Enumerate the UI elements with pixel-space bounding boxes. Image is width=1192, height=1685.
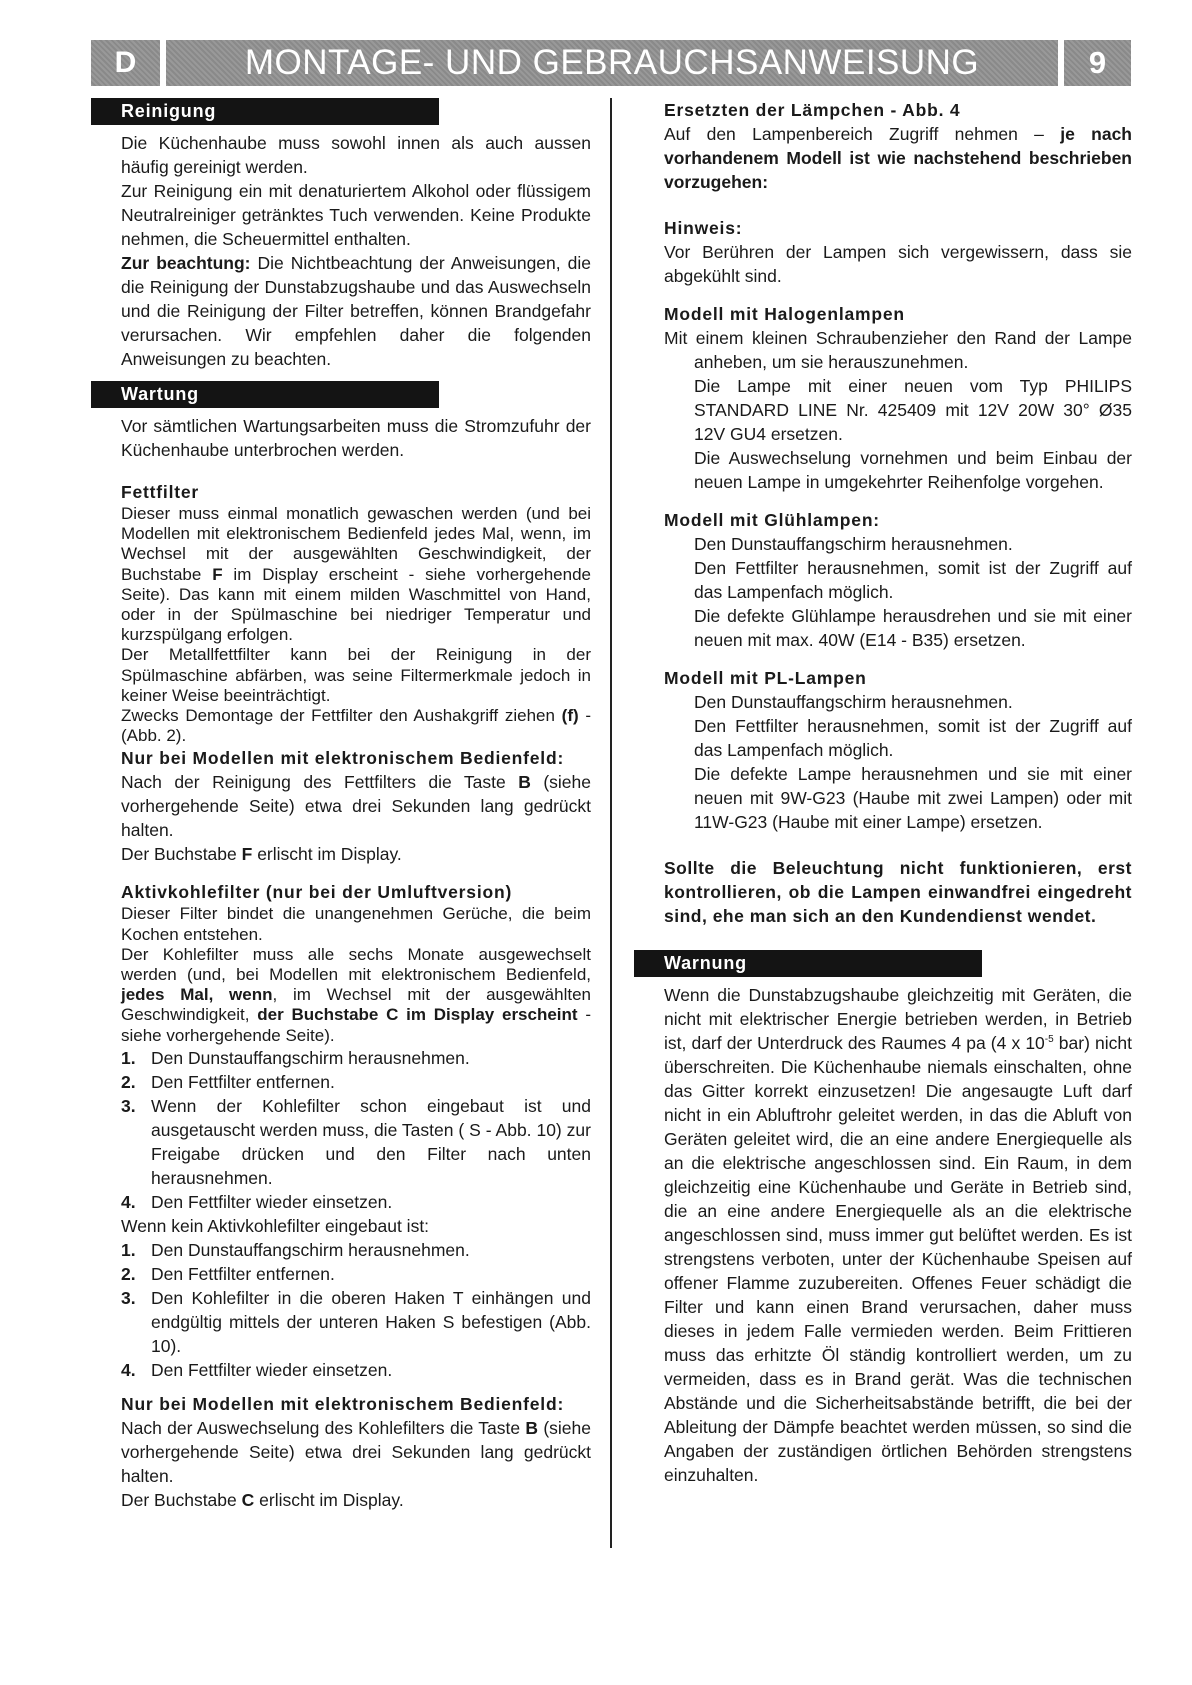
fettfilter-electronic-heading: Nur bei Modellen mit elektronischem Bedienfeld: [121, 748, 565, 769]
column-divider [610, 98, 612, 1548]
list-number: 1. [121, 1047, 136, 1068]
fettfilter-p1 [121, 504, 591, 645]
list-item [121, 1238, 591, 1262]
pl-lampen-step-3: Die defekte Lampe herausnehmen und sie mit einer neuen mit 9W-G23 (Haube mit zwei Lampen) oder mit 11W-G23 (Haube mit einer Lampe) ersetzen. [694, 764, 1132, 832]
list-item [121, 1094, 591, 1190]
warnung-text [664, 983, 1132, 1487]
fettfilter-p3 [121, 706, 591, 746]
list-number: 2. [121, 1263, 136, 1284]
fettfilter-p4 [121, 770, 591, 842]
pl-lampen-step-2: Den Fettfilter herausnehmen, somit ist der Zugriff auf das Lampenfach möglich. [694, 716, 1132, 760]
section-header-wartung: Wartung [91, 381, 439, 408]
section-reinigung [91, 131, 591, 371]
halogen-step-1: Mit einem kleinen Schraubenzieher den Rand der Lampe anheben, um sie herauszunehmen. [664, 328, 1132, 372]
list-text: Den Fettfilter entfernen. [151, 1071, 335, 1092]
lamp-heading: Ersetzten der Lämpchen - Abb. 4 [664, 100, 961, 120]
list-number: 4. [121, 1191, 136, 1212]
halogen-heading: Modell mit Halogenlampen [664, 304, 905, 324]
aktiv-p2-text-3: - siehe vorhergehende Seite). [121, 1005, 591, 1045]
list-text: Wenn der Kohlefilter schon eingebaut ist und ausgetauscht werden muss, die Tasten ( S - Abb. 10) zur Freigabe drücken und den Filter nach unten herausnehmen. [151, 1095, 591, 1188]
reinigung-note-label: Zur beachtung: [121, 253, 251, 273]
fettfilter-p4-text-2: (siehe vorhergehende Seite) etwa drei Sekunden lang gedrückt halten. [121, 772, 592, 841]
aktiv-list-1 [121, 1046, 591, 1214]
list-number: 1. [121, 1239, 136, 1260]
aktiv-p2-bold: jedes Mal, wenn [121, 985, 273, 1005]
aktiv-list-2 [121, 1238, 591, 1382]
list-number: 3. [121, 1287, 136, 1308]
fettfilter-key-b: B [518, 772, 531, 793]
aktiv-p3-text-2: (siehe vorhergehende Seite) etwa drei Sekunden lang gedrückt halten. [121, 1417, 591, 1486]
aktiv-p4-text: Der Buchstabe [121, 1489, 242, 1510]
list-item [121, 1046, 591, 1070]
left-column [91, 98, 591, 1512]
fettfilter-letter-f: F [212, 564, 223, 584]
aktiv-p2-bold-2: der Buchstabe C im Display erscheint [257, 1005, 578, 1025]
list-item [121, 1358, 591, 1382]
aktiv-p1: Dieser Filter bindet die unangenehmen Gerüche, die beim Kochen entstehen. [121, 904, 591, 944]
reinigung-p2: Zur Reinigung ein mit denaturiertem Alkohol oder flüssigem Neutralreiniger getränktes Tuch verwenden. Keine Produkte nehmen, die Scheuermittel enthalten. [121, 181, 591, 249]
fettfilter-p3-text: Zwecks Demontage der Fettfilter den Aushakgriff ziehen [121, 706, 562, 726]
warnung-text-2: bar) nicht überschreiten. Die Küchenhaube niemals einschalten, ohne das Gitter korrekt einzusetzen! Die angesaugte Luft darf nicht in ein Abluftrohr geleitet werden, in das die Abluft von Geräten geleitet wird, die an eine andere Energiequelle als an die elektrische angeschlossen sind. Ein Raum, in dem gleichzeitig eine Küchenhaube und Geräte in Betrieb sind, die an eine andere Energiequelle als an die elektrische angeschlossen sind, muss immer gut belüftet werden. Es ist strengstens verboten, unter der Küchenhaube Speisen auf offener Flamme zuzubereiten. Offenes Feuer schädigt die Filter und kann einen Brand verursachen, daher muss dieses in jedem Falle vermieden werden. Beim Frittieren muss das erhitzte Öl ständig kontrolliert werden, um zu vermeiden, dass es in Brand gerät. Was die technischen Abstände und die Sicherheitsabstände betrifft, die bei der Ableitung der Dämpfe beachtet werden müssen, so sind die Angaben der zuständigen örtlichen Behörden strengstens einzuhalten. [664, 1033, 1132, 1485]
reinigung-note-text: Die Nichtbeachtung der Anweisungen, die die Reinigung der Dunstabzugshaube und das Auswechseln und die Reinigung der Filter betreffen, können Brandgefahr verursachen. Wir empfehlen daher die folgenden Anweisungen zu beachten. [121, 253, 591, 369]
hinweis-heading: Hinweis: [664, 218, 743, 238]
wartung-p1: Vor sämtlichen Wartungsarbeiten muss die Stromzufuhr der Küchenhaube unterbrochen werden. [121, 416, 591, 460]
list-item [121, 1262, 591, 1286]
list-text: Den Fettfilter wieder einsetzen. [151, 1359, 393, 1380]
fettfilter-p2: Der Metallfettfilter kann bei der Reinigung in der Spülmaschine abfärben, was seine Filtermerkmale jedoch in keiner Weise beeinträchtigt. [121, 645, 591, 705]
language-tab: D [91, 40, 160, 86]
aktiv-p2-text-2: , im Wechsel mit der ausgewählten Geschwindigkeit, [121, 985, 591, 1025]
aktiv-p4-text-2: erlischt im Display. [254, 1489, 404, 1510]
fettfilter-heading: Fettfilter [121, 482, 199, 502]
gluehlampen-step-3: Die defekte Glühlampe herausdrehen und sie mit einer neuen mit max. 40W (E14 - B35) ersetzen. [694, 606, 1132, 650]
list-item [121, 1190, 591, 1214]
list-item [121, 1070, 591, 1094]
fettfilter-p5-text: Der Buchstabe [121, 844, 242, 865]
list-text: Den Dunstauffangschirm herausnehmen. [151, 1047, 470, 1068]
warnung-exponent: -5 [1044, 1034, 1054, 1046]
section-wartung [91, 414, 591, 1512]
list-number: 2. [121, 1071, 136, 1092]
list-text: Den Dunstauffangschirm herausnehmen. [151, 1239, 470, 1260]
section-lamp [664, 98, 1132, 928]
aktiv-key-b: B [525, 1417, 539, 1438]
list-number: 3. [121, 1095, 136, 1116]
list-item [121, 1286, 591, 1358]
gluehlampen-heading: Modell mit Glühlampen: [664, 510, 880, 530]
right-column [664, 98, 1132, 1487]
halogen-step-3: Die Auswechselung vornehmen und beim Einbau der neuen Lampe in umgekehrter Reihenfolge vorgehen. [694, 448, 1132, 492]
lamp-warning: Sollte die Beleuchtung nicht funktionieren, erst kontrollieren, ob die Lampen einwandfrei eingedreht sind, ehe man sich an den Kundendienst wendet. [664, 858, 1132, 926]
section-header-warnung: Warnung [634, 950, 982, 977]
fettfilter-p5-text-2: erlischt im Display. [252, 844, 402, 865]
aktiv-heading: Aktivkohlefilter (nur bei der Umluftversion) [121, 882, 513, 903]
list-text: Den Fettfilter entfernen. [151, 1263, 335, 1284]
fettfilter-p3-text-2: - (Abb. 2). [121, 706, 592, 746]
lamp-p1-bold: je nach vorhandenem Modell ist wie nachstehend beschrieben vorzugehen: [664, 124, 1132, 192]
lamp-p1-text: Auf den Lampenbereich Zugriff nehmen – [664, 124, 1061, 144]
fettfilter-letter-f-2: F [241, 844, 253, 865]
aktiv-p4 [121, 1488, 591, 1512]
pl-lampen-step-1: Den Dunstauffangschirm herausnehmen. [694, 692, 1013, 712]
aktiv-p3 [121, 1416, 591, 1488]
section-warnung [664, 983, 1132, 1487]
gluehlampen-step-2: Den Fettfilter herausnehmen, somit ist der Zugriff auf das Lampenfach möglich. [694, 558, 1132, 602]
warnung-text-1: Wenn die Dunstabzugshaube gleichzeitig mit Geräten, die nicht mit elektrischer Energie betrieben werden, in Betrieb ist, darf der Unterdruck des Raumes 4 pa (4 x 10 [664, 985, 1132, 1053]
pl-lampen-heading: Modell mit PL-Lampen [664, 668, 867, 688]
list-text: Den Fettfilter wieder einsetzen. [151, 1191, 393, 1212]
reinigung-p3 [121, 251, 591, 371]
page-title: MONTAGE- UND GEBRAUCHSANWEISUNG [166, 40, 1058, 86]
list-text: Den Kohlefilter in die oberen Haken T einhängen und endgültig mittels der unteren Haken S befestigen (Abb. 10). [151, 1287, 591, 1356]
aktiv-no-filter: Wenn kein Aktivkohlefilter eingebaut ist: [121, 1215, 430, 1236]
fettfilter-p5 [121, 842, 591, 866]
aktiv-letter-c: C [241, 1489, 255, 1510]
hinweis-text: Vor Berühren der Lampen sich vergewissern, dass sie abgekühlt sind. [664, 242, 1132, 286]
fettfilter-handle-label: (f) [561, 706, 579, 726]
fettfilter-p4-text: Nach der Reinigung des Fettfilters die Taste [121, 772, 519, 793]
reinigung-p1: Die Küchenhaube muss sowohl innen als auch aussen häufig gereinigt werden. [121, 133, 591, 177]
aktiv-electronic-heading: Nur bei Modellen mit elektronischem Bedienfeld: [121, 1393, 565, 1414]
halogen-step-2: Die Lampe mit einer neuen vom Typ PHILIPS STANDARD LINE Nr. 425409 mit 12V 20W 30° Ø35 12V GU4 ersetzen. [694, 376, 1132, 444]
aktiv-p3-text: Nach der Auswechselung des Kohlefilters die Taste [121, 1417, 526, 1438]
gluehlampen-step-1: Den Dunstauffangschirm herausnehmen. [694, 534, 1013, 554]
section-header-reinigung: Reinigung [91, 98, 439, 125]
fettfilter-p1-text: Dieser muss einmal monatlich gewaschen werden (und bei Modellen mit elektronischem Bedienfeld jedes Mal, wenn, im Wechsel mit der ausgewählten Geschwindigkeit, der Buchstabe [121, 504, 591, 584]
aktiv-p2 [121, 945, 591, 1046]
list-number: 4. [121, 1359, 136, 1380]
page-number: 9 [1064, 40, 1131, 86]
aktiv-p2-text: Der Kohlefilter muss alle sechs Monate ausgewechselt werden (und, bei Modellen mit elektronischem Bedienfeld, [121, 944, 591, 985]
lamp-p1 [664, 122, 1132, 194]
fettfilter-p1-text-2: im Display erscheint - siehe vorhergehende Seite). Das kann mit einem milden Waschmittel von Hand, oder in der Spülmaschine bei niedriger Temperatur und kurzspülgang erfolgen. [121, 564, 591, 645]
